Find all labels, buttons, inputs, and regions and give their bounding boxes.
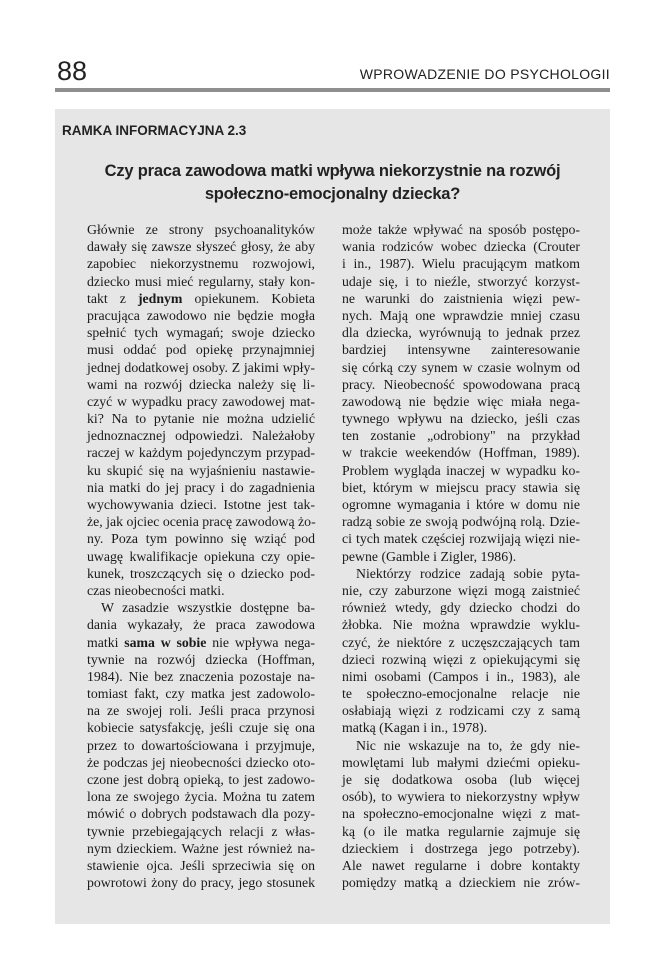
- body-text-line: spełnić tych wymagań; swoje dziecko: [87, 325, 315, 341]
- body-text-line: ką (o ile matka regularnie zajmuje się: [342, 823, 580, 839]
- body-text-line: stawienie ojca. Jeśli sprzeciwia się on: [87, 857, 315, 873]
- body-text-line: uwagę kwalifikacje opiekuna czy opie-: [87, 548, 315, 564]
- body-text-line: dla dziecka, wyrównują to jednak przez: [342, 325, 580, 341]
- body-text-line: mówić o dobrych podstawach dla pozy-: [87, 806, 315, 822]
- emphasis: sama w sobie: [124, 634, 207, 650]
- body-text-line: czas nieobecności matki.: [87, 582, 225, 598]
- body-text-line: tywnie przebiegających relacji z włas-: [87, 823, 315, 839]
- body-text-line: może także wpływać na sposób postępo-: [342, 222, 580, 237]
- body-text-line: nym dzieckiem. Ważne jest również na-: [87, 840, 315, 856]
- body-text-line: tywnego wpływu na dziecko, jeśli czas: [342, 411, 580, 427]
- body-text-line: wania rodziców wobec dziecka (Crouter: [342, 239, 580, 255]
- body-text-line: musi oddać pod opiekę przynajmniej: [87, 342, 315, 358]
- body-text-line: przez to dowartościowana i przyjmuje,: [87, 737, 315, 753]
- body-text-line: dzieci rozwiną więzi z opiekującymi się: [342, 651, 580, 667]
- body-text-line: pomiędzy matką a dzieckiem nie zrów-: [342, 875, 580, 891]
- body-text-line: czyć, że niektóre z uczęszczających tam: [342, 634, 580, 650]
- body-text-line: Nic nie wskazuje na to, że gdy nie-: [356, 737, 580, 753]
- body-text-line: jednej dodatkowej osoby. Z jakimi wpły-: [87, 359, 315, 375]
- body-text-line: bardziej intensywne zainteresowanie: [342, 342, 580, 358]
- body-text-line: ten zostanie „odrobiony" na przykład: [342, 428, 580, 444]
- body-text-line: dawały się zawsze słyszeć głosy, że aby: [87, 239, 315, 255]
- body-text-line: raczej w każdym pojedynczym przypad-: [87, 445, 315, 461]
- info-box-title-line-1: Czy praca zawodowa matki wpływa niekorzystnie na rozwój: [104, 162, 561, 180]
- body-text-line: ne warunki do zaistnienia więzi pew-: [342, 290, 580, 306]
- body-text-line: powrotowi żony do pracy, jego stosunek: [87, 875, 315, 891]
- body-text-line: Problem wygląda inaczej w wypadku ko-: [342, 462, 580, 478]
- body-text-line: nych. Mają one wprawdzie mniej czasu: [342, 307, 580, 323]
- body-text-line: czone jest dobrą opieką, to jest zadowo-: [87, 772, 315, 787]
- body-text-line: kobiecie satysfakcję, jeśli czuje się ona: [87, 720, 315, 736]
- body-text-line: takt z jednym opiekunem. Kobieta: [87, 290, 315, 306]
- emphasis: jednym: [137, 290, 183, 306]
- body-text-line: nimi osobami (Campos i in., 1983), ale: [342, 668, 580, 684]
- body-text-line: pewne (Gamble i Zigler, 1986).: [342, 548, 517, 564]
- body-text-line: kunek, troszczących się o dziecko pod-: [87, 565, 315, 581]
- body-text-line: ki? Na to pytanie nie można udzielić: [87, 411, 315, 427]
- info-box-title: [80, 160, 585, 206]
- body-text-line: że podczas jej nieobecności dziecko oto-: [87, 754, 315, 770]
- body-text-line: na ze swojej roli. Jeśli praca przynosi: [87, 703, 315, 719]
- body-text-line: nia matki do jej pracy i do zagadnienia: [87, 479, 315, 495]
- info-box-label: RAMKA INFORMACYJNA 2.3: [62, 123, 247, 138]
- body-text-line: pracująca zawodowo nie będzie mogła: [87, 307, 315, 323]
- body-text-line: dzieckiem i dostrzega jego potrzeby).: [342, 840, 580, 856]
- body-text-line: jednoznacznej odpowiedzi. Należałoby: [87, 428, 315, 444]
- body-text-line: te społeczno-emocjonalne relacje nie: [342, 686, 580, 702]
- body-text-line: Niektórzy rodzice zadają sobie pyta-: [356, 565, 580, 581]
- body-text-line: lona ze swojego życia. Można tu zatem: [87, 789, 315, 805]
- body-text-line: ci tych matek częściej rozwijają więzi nie-: [342, 531, 580, 547]
- body-text-line: mowlętami lub małymi dziećmi opieku-: [342, 754, 580, 770]
- left-column: [87, 221, 315, 891]
- body-text-line: osób), to wywiera to niekorzystny wpływ: [342, 789, 580, 805]
- body-text-line: radzą sobie ze swoją podwójną rolą. Dzie-: [342, 514, 580, 530]
- body-text-line: się córką czy synem w czasie wolnym od: [342, 359, 580, 375]
- body-text-line: pracy. Nieobecność spowodowana pracą: [342, 376, 580, 392]
- body-text-line: tywnie na rozwój dziecka (Hoffman,: [87, 651, 315, 667]
- body-text-line: tomiast fakt, czy matka jest zadowolo-: [87, 686, 315, 702]
- body-text-line: udaje się, i to nieźle, stworzyć korzyst-: [342, 273, 580, 289]
- body-text-line: wychowywania dzieci. Istotne jest tak-: [87, 497, 315, 512]
- body-text-line: ku skupić się na wyjaśnieniu nastawie-: [87, 462, 315, 478]
- body-text-line: dania wykazały, że praca zawodowa: [87, 617, 315, 633]
- body-text-line: na społeczno-emocjonalne więzi z mat-: [342, 806, 580, 822]
- body-text-line: i in., 1987). Wielu pracującym matkom: [342, 256, 580, 272]
- header-rule: [55, 88, 610, 92]
- body-text-line: biet, którym w miejscu pracy stawia się: [342, 479, 580, 495]
- body-text-line: zawodową nie będzie więc miała nega-: [342, 393, 580, 409]
- body-text-line: że, jak ojciec ocenia pracę zawodową żo-: [87, 514, 316, 530]
- body-text-line: wami na rozwój dziecka należy się li-: [87, 376, 315, 392]
- body-text-line: ny. Poza tym powinno się wziąć pod: [87, 531, 315, 547]
- body-text-line: osłabiają więzi z rodzicami czy z samą: [342, 703, 580, 719]
- body-text-line: żłobka. Nie można wprawdzie wyklu-: [342, 617, 580, 633]
- body-text-line: czyć w wypadku pracy zawodowej mat-: [87, 393, 315, 409]
- info-box-title-line-2: społeczno-emocjonalny dziecka?: [204, 185, 461, 203]
- body-text-line: w trakcie weekendów (Hoffman, 1989).: [342, 445, 580, 461]
- body-text-line: W zasadzie wszystkie dostępne ba-: [101, 600, 315, 616]
- body-text-line: Ale nawet regularne i dobre kontakty: [342, 857, 580, 873]
- page-number: 88: [57, 56, 88, 86]
- body-text-line: je się dodatkowa osoba (lub więcej: [342, 772, 580, 787]
- body-text-line: matki sama w sobie nie wpływa nega-: [87, 634, 315, 650]
- body-text-line: matką (Kagan i in., 1978).: [342, 720, 488, 736]
- body-text-line: również wtedy, gdy dziecko chodzi do: [342, 600, 580, 616]
- right-column: [342, 221, 580, 891]
- running-header: WPROWADZENIE DO PSYCHOLOGII: [359, 66, 610, 82]
- body-text-line: 1984). Nie bez znaczenia pozostaje na-: [87, 668, 315, 684]
- body-text-line: dziecko musi mieć regularny, stały kon-: [87, 273, 315, 289]
- body-text-line: ogromne wymagania i które w domu nie: [342, 497, 580, 512]
- body-text-line: nie, czy zaburzone więzi mogą zaistnieć: [342, 582, 580, 598]
- body-text-line: zapobiec niekorzystnemu rozwojowi,: [87, 256, 315, 272]
- body-text-line: Głównie ze strony psychoanalityków: [87, 222, 315, 237]
